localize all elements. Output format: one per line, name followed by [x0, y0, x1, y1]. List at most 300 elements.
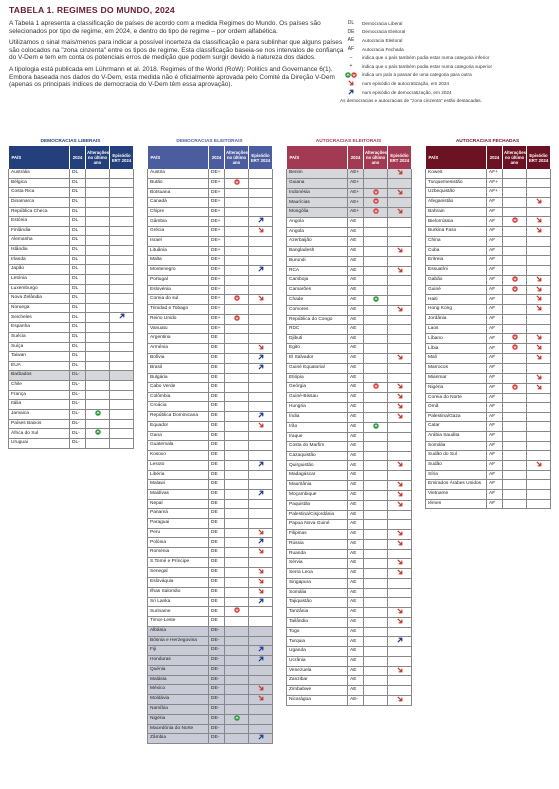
country-name: Alemanha: [9, 236, 70, 246]
table-row: [426, 169, 551, 178]
change-cell: [364, 539, 388, 549]
ert-episode-cell: [388, 549, 412, 559]
arrow-down-right-icon: [258, 529, 264, 535]
change-cell: [364, 227, 388, 237]
table-header: [426, 146, 551, 169]
table-row: [287, 295, 412, 305]
table-row: [287, 607, 412, 617]
arrow-up-right-icon: [258, 538, 264, 544]
table-row: [148, 470, 273, 480]
table-row: [287, 354, 412, 364]
header-pais: PAÍS: [9, 146, 70, 169]
country-name: Angola: [287, 227, 348, 237]
ert-episode-cell: [249, 227, 273, 237]
ert-episode-cell: [388, 695, 412, 705]
table-row: [148, 499, 273, 509]
change-cell: [364, 549, 388, 559]
change-cell: [364, 607, 388, 617]
regime-code: DE: [209, 343, 225, 353]
change-cell: [503, 305, 527, 315]
legend-text: num episódio de autocratização, em 2024: [362, 80, 450, 86]
change-cell: [364, 422, 388, 432]
ert-episode-cell: [527, 227, 551, 237]
country-name: Afeganistão: [426, 197, 487, 207]
regime-code: DL: [70, 361, 86, 371]
table-row: [426, 403, 551, 413]
country-name: Rússia: [287, 539, 348, 549]
regime-code: DE+: [209, 285, 225, 295]
ert-episode-cell: [249, 441, 273, 451]
table-row: [287, 647, 412, 657]
category-down-icon: [234, 607, 240, 613]
regime-code: AF: [487, 470, 503, 480]
regime-code: AE: [348, 402, 364, 412]
table-row: [426, 422, 551, 432]
table-row: [287, 344, 412, 354]
ert-episode-cell: [388, 432, 412, 442]
ert-episode-cell: [527, 266, 551, 276]
table-row: [148, 392, 273, 402]
regime-code: DE-: [209, 705, 225, 715]
header-ep: Episódio ERT 2024: [110, 146, 134, 169]
regime-code: AF: [487, 422, 503, 432]
country-name: Haiti: [426, 295, 487, 305]
change-cell: [503, 422, 527, 432]
change-cell: [225, 538, 249, 548]
country-name: Madagáscar: [287, 471, 348, 481]
change-cell: [364, 461, 388, 471]
legend-item: [340, 45, 555, 54]
table-row: [9, 303, 134, 313]
change-cell: [364, 256, 388, 266]
ert-episode-cell: [388, 363, 412, 373]
legend-text: indica um país a passar de uma categoria para outra: [362, 72, 472, 78]
country-name: Quirguistão: [287, 461, 348, 471]
change-cell: [364, 198, 388, 208]
change-cell: [86, 294, 110, 304]
change-cell: [225, 421, 249, 431]
legend-key: –: [349, 54, 353, 61]
table-row: [148, 373, 273, 383]
change-cell: [503, 178, 527, 188]
country-name: Bolívia: [148, 353, 209, 363]
arrow-down-right-icon: [397, 481, 403, 487]
category-up-icon: [234, 715, 240, 721]
ert-episode-cell: [110, 400, 134, 410]
legend-item: [340, 79, 555, 88]
country-name: Mongólia: [287, 208, 348, 218]
change-cell: [225, 567, 249, 577]
country-name: Bangladesh: [287, 247, 348, 257]
table-row: [287, 334, 412, 344]
ert-episode-cell: [110, 439, 134, 449]
change-cell: [364, 354, 388, 364]
ert-episode-cell: [110, 265, 134, 275]
regime-code: AF: [487, 256, 503, 266]
country-name: Benim: [287, 169, 348, 178]
regime-code: AF: [487, 490, 503, 500]
country-name: Essuatíni: [426, 266, 487, 276]
country-name: Malta: [148, 256, 209, 266]
ert-episode-cell: [249, 528, 273, 538]
ert-episode-cell: [527, 354, 551, 364]
table-row: [148, 705, 273, 715]
change-cell: [225, 178, 249, 188]
legend-key: [340, 80, 362, 86]
ert-episode-cell: [249, 314, 273, 324]
table-row: [148, 275, 273, 285]
change-cell: [86, 342, 110, 352]
regime-code: AF: [487, 432, 503, 442]
change-cell: [503, 295, 527, 305]
country-name: Luxemburgo: [9, 284, 70, 294]
ert-episode-cell: [110, 419, 134, 429]
ert-episode-cell: [249, 285, 273, 295]
change-cell: [86, 188, 110, 198]
regime-code: AE: [348, 373, 364, 383]
category-down-icon: [512, 344, 518, 350]
table-row: [148, 528, 273, 538]
country-name: Coreia do sul: [148, 295, 209, 305]
change-cell: [364, 169, 388, 178]
column-title: AUTOCRACIAS ELEITORAIS: [315, 139, 382, 144]
country-name: Bósnia e Herzegovina: [148, 636, 209, 646]
table-row: [287, 480, 412, 490]
regime-code: AF: [487, 285, 503, 295]
table-row: [287, 169, 412, 178]
ert-episode-cell: [249, 383, 273, 393]
regime-code: DE: [209, 499, 225, 509]
country-name: República do Congo: [287, 315, 348, 325]
change-cell: [503, 499, 527, 509]
table-row: [148, 714, 273, 724]
change-cell: [225, 705, 249, 715]
country-name: Chipre: [148, 207, 209, 217]
table-row: [9, 381, 134, 391]
arrow-up-right-icon: [258, 217, 264, 223]
table-row: [9, 342, 134, 352]
category-up-icon: [95, 410, 101, 416]
country-name: Letónia: [9, 274, 70, 284]
table-row: [287, 539, 412, 549]
table-row: [9, 313, 134, 323]
regime-code: DE: [209, 392, 225, 402]
country-name: Montenegro: [148, 266, 209, 276]
ert-episode-cell: [388, 276, 412, 286]
regime-code: AF: [487, 237, 503, 247]
table-row: [148, 646, 273, 656]
table-row: [9, 409, 134, 419]
change-cell: [225, 528, 249, 538]
table-row: [426, 295, 551, 305]
change-cell: [225, 353, 249, 363]
table-row: [426, 334, 551, 344]
country-name: Macedónia do Norte: [148, 724, 209, 734]
regime-code: AF: [487, 266, 503, 276]
change-cell: [225, 431, 249, 441]
ert-episode-cell: [527, 207, 551, 217]
ert-episode-cell: [388, 442, 412, 452]
ert-episode-cell: [249, 266, 273, 276]
ert-episode-cell: [249, 237, 273, 247]
ert-episode-cell: [249, 567, 273, 577]
regime-code: DL: [70, 284, 86, 294]
country-name: Comores: [287, 305, 348, 315]
regime-code: AE: [348, 266, 364, 276]
regime-code: AE: [348, 412, 364, 422]
ert-episode-cell: [527, 246, 551, 256]
regime-code: DE: [209, 587, 225, 597]
regime-code: DL: [70, 217, 86, 227]
table-row: [287, 256, 412, 266]
regime-code: AE+: [348, 198, 364, 208]
change-cell: [225, 198, 249, 208]
ert-episode-cell: [388, 208, 412, 218]
regime-column: [286, 138, 411, 706]
table-row: [287, 208, 412, 218]
regime-code: AE: [348, 617, 364, 627]
arrow-down-right-icon: [258, 695, 264, 701]
country-name: Ucrânia: [287, 656, 348, 666]
ert-episode-cell: [110, 332, 134, 342]
table-row: [9, 352, 134, 362]
table-row: [287, 637, 412, 647]
change-cell: [86, 169, 110, 178]
category-down-icon: [512, 384, 518, 390]
change-cell: [503, 344, 527, 354]
table-row: [287, 695, 412, 705]
arrow-down-right-icon: [536, 217, 542, 223]
country-name: Palestina/Cisjordânia: [287, 510, 348, 520]
ert-episode-cell: [388, 237, 412, 247]
arrow-down-right-icon: [397, 413, 403, 419]
header-alt: Alterações no último ano: [86, 146, 110, 169]
ert-episode-cell: [249, 451, 273, 461]
category-down-icon: [373, 198, 379, 204]
country-name: Albânia: [148, 626, 209, 636]
ert-episode-cell: [388, 334, 412, 344]
country-name: Maldivas: [148, 489, 209, 499]
ert-episode-cell: [527, 275, 551, 285]
category-up-icon: [373, 296, 379, 302]
arrow-down-right-icon: [397, 530, 403, 536]
regime-column: [147, 138, 272, 744]
arrow-up-right-icon: [258, 656, 264, 662]
ert-episode-cell: [388, 471, 412, 481]
change-cell: [225, 363, 249, 373]
arrow-up-right-icon: [258, 461, 264, 467]
regime-code: AE: [348, 656, 364, 666]
table-row: [426, 305, 551, 315]
country-name: Vietname: [426, 490, 487, 500]
table-row: [426, 470, 551, 480]
change-cell: [225, 460, 249, 470]
country-name: Iraque: [287, 432, 348, 442]
change-cell: [225, 227, 249, 237]
regime-code: AF: [487, 354, 503, 364]
ert-episode-cell: [249, 188, 273, 198]
ert-episode-cell: [249, 334, 273, 344]
country-name: El Salvador: [287, 354, 348, 364]
regime-code: AE: [348, 295, 364, 305]
regime-table: [425, 146, 551, 509]
regime-code: AE: [348, 393, 364, 403]
country-name: Fiji: [148, 646, 209, 656]
regime-code: AE: [348, 559, 364, 569]
ert-episode-cell: [388, 539, 412, 549]
country-name: México: [148, 685, 209, 695]
table-row: [148, 577, 273, 587]
regime-code: AF: [487, 324, 503, 334]
regime-code: DL: [70, 332, 86, 342]
arrow-down-right-icon: [258, 548, 264, 554]
change-cell: [364, 286, 388, 296]
table-row: [9, 188, 134, 198]
country-name: Butão: [148, 178, 209, 188]
country-name: Zanzibar: [287, 676, 348, 686]
arrow-down-right-icon: [397, 491, 403, 497]
regime-code: DE: [209, 373, 225, 383]
country-name: Gana: [148, 431, 209, 441]
ert-episode-cell: [249, 207, 273, 217]
table-row: [148, 402, 273, 412]
country-name: Eslováquia: [148, 577, 209, 587]
country-name: Gâmbia: [148, 217, 209, 227]
change-cell: [225, 441, 249, 451]
table-row: [287, 588, 412, 598]
table-row: [426, 207, 551, 217]
regime-code: DL: [70, 178, 86, 188]
change-cell: [364, 276, 388, 286]
column-title: AUTOCRACIAS FECHADAS: [455, 139, 520, 144]
country-name: Israel: [148, 237, 209, 247]
table-row: [426, 490, 551, 500]
ert-episode-cell: [388, 579, 412, 589]
regime-code: AF: [487, 344, 503, 354]
change-cell: [503, 364, 527, 374]
regime-code: DL: [70, 236, 86, 246]
table-row: [287, 520, 412, 530]
country-name: Brasil: [148, 363, 209, 373]
ert-episode-cell: [388, 325, 412, 335]
change-cell: [225, 246, 249, 256]
ert-episode-cell: [527, 169, 551, 178]
country-name: Irão: [287, 422, 348, 432]
regime-code: DE+: [209, 188, 225, 198]
change-cell: [364, 637, 388, 647]
table-row: [9, 246, 134, 256]
regime-code: DE: [209, 567, 225, 577]
change-cell: [86, 265, 110, 275]
change-cell: [503, 354, 527, 364]
regime-code: AE: [348, 305, 364, 315]
ert-episode-cell: [388, 402, 412, 412]
change-cell: [503, 217, 527, 227]
ert-episode-cell: [249, 695, 273, 705]
change-cell: [225, 392, 249, 402]
regime-code: AE: [348, 490, 364, 500]
country-name: Guiné-Bissau: [287, 393, 348, 403]
table-row: [287, 247, 412, 257]
ert-episode-cell: [388, 607, 412, 617]
ert-episode-cell: [388, 500, 412, 510]
arrow-down-right-icon: [397, 608, 403, 614]
change-cell: [86, 246, 110, 256]
table-row: [9, 439, 134, 449]
table-row: [287, 198, 412, 208]
ert-episode-cell: [388, 218, 412, 228]
table-row: [9, 361, 134, 371]
change-cell: [225, 724, 249, 734]
category-down-icon: [512, 286, 518, 292]
country-name: Camboja: [287, 276, 348, 286]
table-row: [287, 627, 412, 637]
change-cell: [503, 256, 527, 266]
country-name: Áustria: [148, 169, 209, 178]
country-name: Líbia: [426, 344, 487, 354]
arrow-up-right-icon: [258, 490, 264, 496]
ert-episode-cell: [249, 489, 273, 499]
legend-key: +: [349, 63, 353, 70]
table-row: [9, 323, 134, 333]
table-row: [9, 400, 134, 410]
change-cell: [503, 315, 527, 325]
table-row: [287, 286, 412, 296]
change-cell: [364, 237, 388, 247]
country-name: Jordânia: [426, 315, 487, 325]
table-row: [148, 567, 273, 577]
ert-episode-cell: [527, 324, 551, 334]
change-cell: [86, 409, 110, 419]
ert-episode-cell: [388, 569, 412, 579]
regime-code: DE-: [209, 724, 225, 734]
header-ano: 2024: [348, 146, 364, 169]
regime-code: DE: [209, 518, 225, 528]
category-down-icon: [373, 189, 379, 195]
change-cell: [364, 295, 388, 305]
ert-episode-cell: [388, 676, 412, 686]
regime-code: DE: [209, 412, 225, 422]
change-cell: [364, 305, 388, 315]
table-row: [287, 227, 412, 237]
table-row: [148, 538, 273, 548]
arrow-down-right-icon: [397, 169, 403, 175]
legend-item: [340, 71, 555, 80]
table-row: [9, 332, 134, 342]
change-cell: [225, 480, 249, 490]
ert-episode-cell: [388, 305, 412, 315]
country-name: Geórgia: [287, 383, 348, 393]
table-row: [287, 412, 412, 422]
table-row: [148, 558, 273, 568]
change-cell: [225, 656, 249, 666]
header-pais: PAÍS: [426, 146, 487, 169]
country-name: Peru: [148, 528, 209, 538]
table-row: [9, 236, 134, 246]
change-cell: [364, 490, 388, 500]
header-alt: Alterações no último ano: [503, 146, 527, 169]
arrow-down-right-icon: [258, 578, 264, 584]
legend-item: [340, 62, 555, 71]
change-cell: [503, 266, 527, 276]
header-alt: Alterações no último ano: [225, 146, 249, 169]
change-cell: [364, 647, 388, 657]
change-cell: [86, 197, 110, 207]
country-name: Laos: [426, 324, 487, 334]
country-name: Vanuatu: [148, 324, 209, 334]
regime-code: AF: [487, 207, 503, 217]
country-name: EUA: [9, 361, 70, 371]
